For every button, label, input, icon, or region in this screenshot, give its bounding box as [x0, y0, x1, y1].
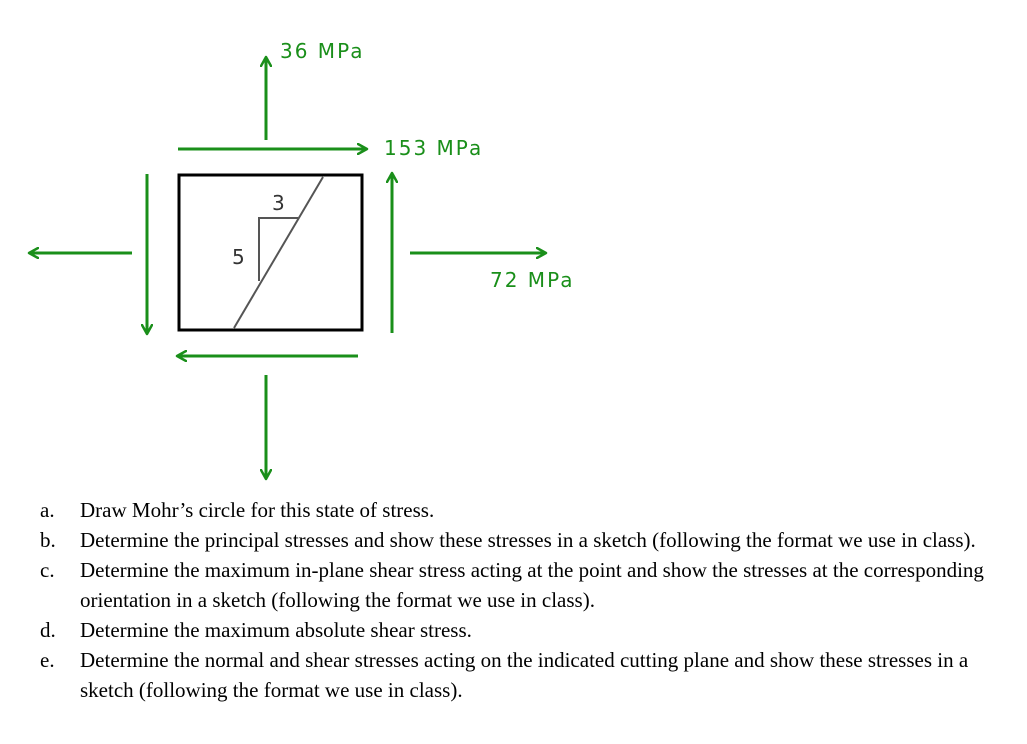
question-text: Determine the maximum absolute shear stress. — [80, 618, 472, 642]
question-item — [40, 645, 1020, 705]
question-letter: b. — [40, 528, 56, 552]
stress-element — [179, 175, 362, 330]
question-item — [40, 525, 1020, 555]
question-text: Determine the principal stresses and show these stresses in a sketch (following the format we use in class). — [80, 528, 976, 552]
tau-xy-label: 153 MPa — [384, 136, 484, 160]
question-item — [40, 495, 1020, 525]
question-letter: d. — [40, 618, 56, 642]
sigma-x-label: 72 MPa — [490, 268, 575, 292]
question-letter: e. — [40, 648, 55, 672]
question-text: Determine the maximum in-plane shear stress acting at the point and show the stresses at the corresponding orientation in a sketch (following the format we use in class). — [80, 558, 984, 612]
question-text: Determine the normal and shear stresses acting on the indicated cutting plane and show these stresses in a sketch (following the format we use in class). — [80, 648, 969, 702]
question-list — [40, 495, 1020, 705]
question-letter: a. — [40, 498, 55, 522]
sigma-y-label: 36 MPa — [280, 39, 365, 63]
slope-run-label: 3 — [272, 191, 285, 215]
question-item — [40, 615, 1020, 645]
question-item — [40, 555, 1020, 615]
question-letter: c. — [40, 558, 55, 582]
slope-rise-label: 5 — [232, 245, 245, 269]
question-text: Draw Mohr’s circle for this state of stress. — [80, 498, 435, 522]
